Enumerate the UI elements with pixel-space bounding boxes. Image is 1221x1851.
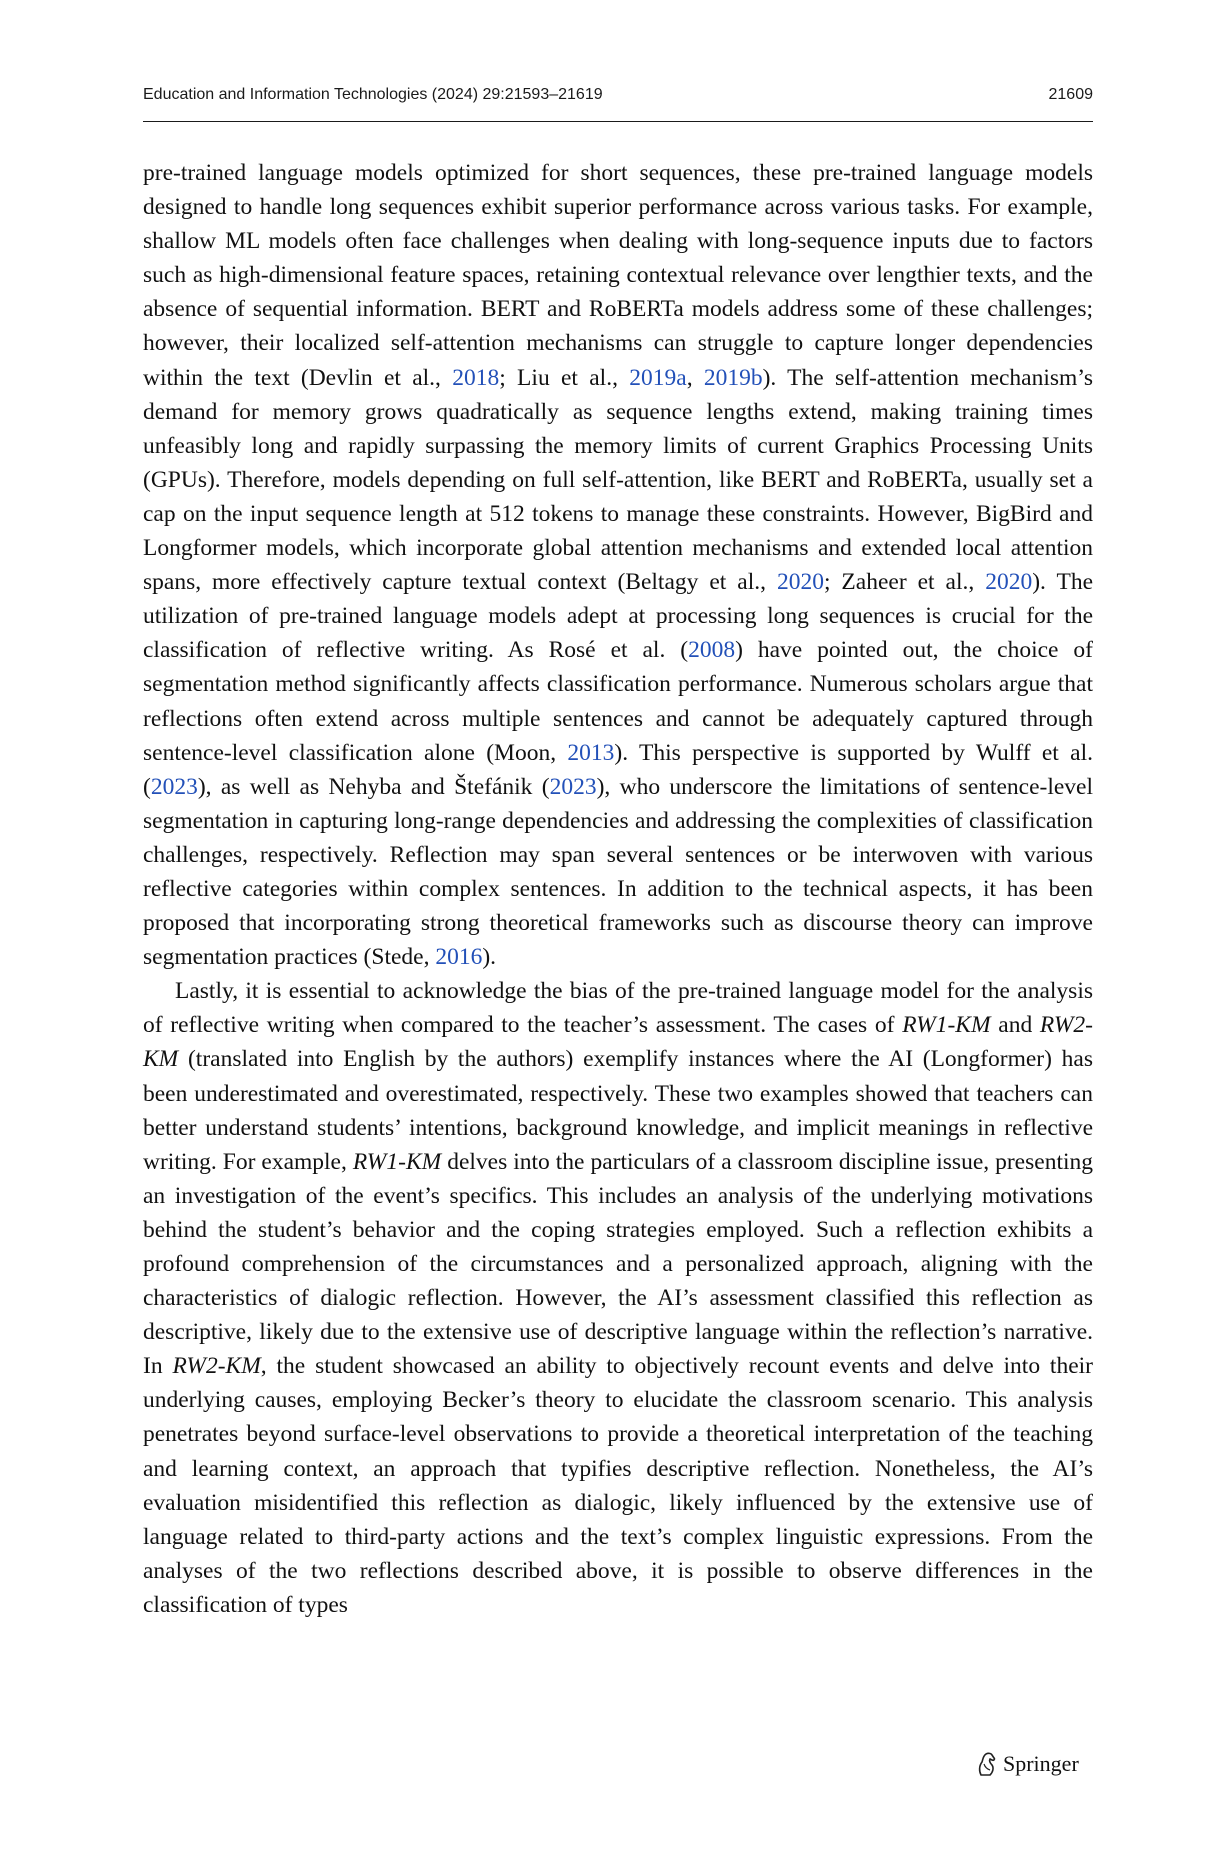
paragraph-1: pre-trained language models optimized for short sequences, these pre-trained language models designed to handle long sequences exhibit superior performance across various tasks. For example, shallow ML models often face challenges when dealing with long-sequence inputs due to factors such as high-dimensional feature spaces, retaining contextual relevance over lengthier texts, and the absence of sequential information. BERT and RoBERTa models address some of these challenges; however, their localized self-attention mechanisms can struggle to capture longer dependencies within the text (Devlin et al., 2018; Liu et al., 2019a, 2019b). The self-attention mechanism’s demand for memory grows quadratically as sequence lengths extend, making training times unfeasibly long and rapidly surpassing the memory limits of current Graphics Processing Units (GPUs). Therefore, models depending on full self-attention, like BERT and RoBERTa, usually set a cap on the input sequence length at 512 tokens to manage these constraints. However, BigBird and Longformer models, which incorporate global attention mechanisms and extended local attention spans, more effectively capture textual context (Beltagy et al., 2020; Zaheer et al., 2020). The utilization of pre-trained language models adept at processing long sequences is crucial for the classification of reflective writing. As Rosé et al. (2008) have pointed out, the choice of segmentation method significantly affects classification performance. Numerous scholars argue that reflections often extend across multiple sentences and cannot be adequately captured through sentence-level classification alone (Moon, 2013). This perspective is supported by Wulff et al. (2023), as well as Nehyba and Štefánik (2023), who underscore the limitations of sentence-level segmentation in capturing long-range dependencies and addressing the complexities of classification challenges, respectively. Reflection may span several sentences or be interwoven with various reflective categories within complex sentences. In addition to the technical aspects, it has been proposed that incorporating strong theoretical frameworks such as discourse theory can improve segmentation practices (Stede, 2016). bbox=[143, 160, 1093, 971]
case-label: RW1-KM bbox=[902, 1012, 991, 1039]
case-label: RW2-KM bbox=[172, 1353, 261, 1380]
paragraph-2: Lastly, it is essential to acknowledge the bias of the pre-trained language model for the analysis of reflective writing when compared to the teacher’s assessment. The cases of RW1-KM and RW2-KM (translated into English by the authors) exemplify instances where the AI (Longformer) has been underestimated and overestimated, respectively. These two examples showed that teachers can better understand students’ intentions, background knowledge, and implicit meanings in reflective writing. For example, RW1-KM delves into the particulars of a classroom discipline issue, presenting an investigation of the event’s specifics. This includes an analysis of the underlying motivations behind the student’s behavior and the coping strategies employed. Such a reflection exhibits a profound comprehension of the circumstances and a personalized approach, aligning with the characteristics of dialogic reflection. However, the AI’s assessment classified this reflection as descriptive, likely due to the extensive use of descriptive language within the reflection’s narrative. In RW2-KM, the student showcased an ability to objectively recount events and delve into their underlying causes, employing Becker’s theory to elucidate the classroom scenario. This analysis penetrates beyond surface-level observations to provide a theoretical interpretation of the teaching and learning context, an approach that typifies descriptive reflection. Nonetheless, the AI’s evaluation misidentified this reflection as dialogic, likely influenced by the extensive use of language related to third-party actions and the text’s complex linguistic expressions. From the analyses of the two reflections described above, it is possible to observe differences in the classification of types bbox=[143, 978, 1094, 1618]
citation-link[interactable]: 2008 bbox=[688, 637, 736, 664]
case-label: RW1-KM bbox=[352, 1148, 442, 1175]
citation-link[interactable]: 2023 bbox=[150, 773, 198, 800]
body-text bbox=[143, 156, 1093, 1622]
citation-link[interactable]: 2020 bbox=[776, 569, 824, 596]
citation-link[interactable]: 2023 bbox=[549, 773, 597, 800]
citation-link[interactable]: 2016 bbox=[435, 944, 483, 971]
citation-link[interactable]: 2020 bbox=[985, 569, 1033, 596]
citation-link[interactable]: 2019a bbox=[629, 364, 687, 391]
journal-citation: Education and Information Technologies (2024) 29:21593–21619 bbox=[143, 86, 603, 103]
citation-link[interactable]: 2013 bbox=[567, 739, 615, 766]
citation-link[interactable]: 2019b bbox=[703, 364, 763, 391]
publisher-logo bbox=[975, 1749, 1079, 1779]
header-rule bbox=[143, 121, 1093, 122]
springer-horse-icon bbox=[975, 1751, 997, 1777]
page-number: 21609 bbox=[1048, 86, 1093, 103]
case-label: RW2-KM bbox=[143, 1012, 1093, 1073]
publisher-name: Springer bbox=[1003, 1751, 1079, 1776]
citation-link[interactable]: 2018 bbox=[452, 364, 500, 391]
